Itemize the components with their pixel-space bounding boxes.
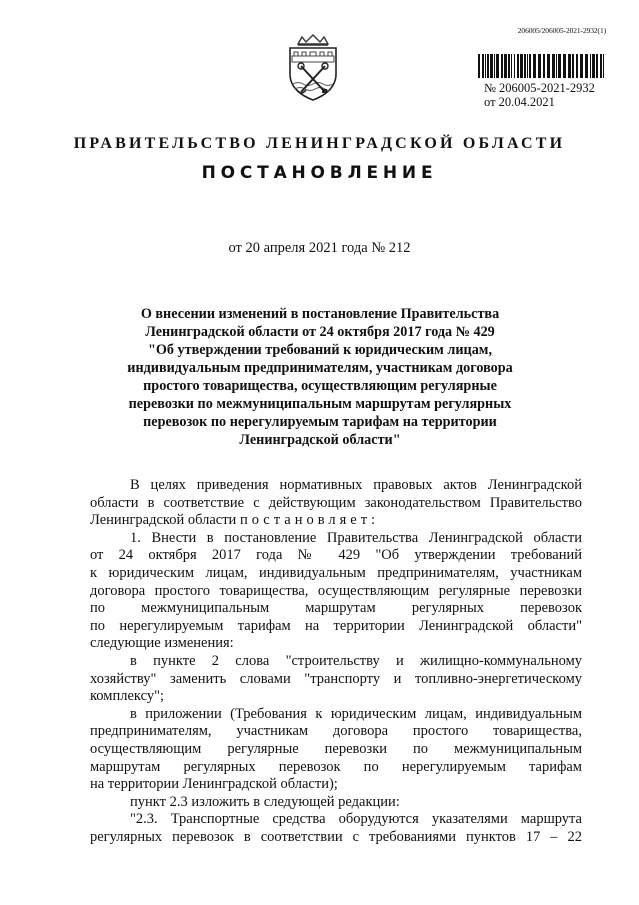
barcode-bar [600,54,602,78]
document-type: ПОСТАНОВЛЕНИЕ [201,163,438,183]
body-line: договора простого товарищества, осуществляющим регулярные перевозки [90,582,582,599]
barcode-bar [496,54,499,78]
body-line: комплексу"; [90,688,165,705]
body-line: "2.3. Транспортные средства оборудуются указателями маршрута [130,811,582,828]
body-line [90,512,582,530]
barcode-bar [533,54,536,78]
body-text: Ленинградской области [90,512,237,529]
decree-word: постановляет: [239,512,380,529]
body-line: осуществляющим регулярные перевозки по межмуниципальным [90,740,582,757]
coat-of-arms-icon [284,34,342,102]
body-line: области в соответствие с действующим законодательством Правительство [90,494,582,511]
body-line: предпринимателям, участникам договора простого товарищества, [90,723,582,740]
registration-number: № 206005-2021-2932 [484,81,595,95]
resolution-subject [120,305,520,449]
subject-line: Ленинградской области" [239,432,401,448]
body-line: в приложении (Требования к юридическим лицам, индивидуальным [130,705,582,722]
barcode-bar [511,54,512,78]
barcode-bar [558,54,561,78]
subject-line: перевозок по нерегулируемым тарифам на территории [143,414,497,430]
barcode-bar [501,54,503,78]
subject-line: индивидуальным предпринимателям, участникам договора [127,360,513,376]
barcode-bar [543,54,545,78]
barcode-bar [603,54,604,78]
barcode-bar [508,54,510,78]
barcode-bar [552,54,555,78]
body-line: 1. Внести в постановление Правительства Ленинградской области [130,529,582,546]
barcode-bar [563,54,566,78]
barcode-bar [520,54,523,78]
barcode-bar [527,54,528,78]
body-line: к юридическим лицам, индивидуальным предпринимателям, участникам [90,564,582,581]
barcode-bar [478,54,480,78]
barcode-bar [504,54,507,78]
subject-line: Ленинградской области от 24 октября 2017 года № 429 [145,324,495,340]
barcode-bar [538,54,541,78]
body-line: хозяйству" заменить словами "транспорту и топливно-энергетическому [90,670,582,687]
barcode-bar [524,54,526,78]
barcode-icon [478,54,606,78]
barcode-bar [494,54,495,78]
body-line: на территории Ленинградской области); [90,776,338,793]
government-title: ПРАВИТЕЛЬСТВО ЛЕНИНГРАДСКОЙ ОБЛАСТИ [73,135,566,152]
barcode-bar [547,54,550,78]
document-code: 206005/206005-2021-2932(1) [517,26,606,35]
barcode-bar [482,54,484,78]
body-line: по межмуниципальным маршрутам регулярных перевозок [90,600,582,617]
barcode-bar [485,54,486,78]
barcode-bar [592,54,595,78]
barcode-bar [585,54,588,78]
barcode-bar [590,54,591,78]
barcode-bar [556,54,557,78]
body-line: в пункте 2 слова "строительству и жилищно-коммунальному [130,652,582,669]
barcode-bar [596,54,598,78]
barcode-bar [580,54,583,78]
body-line: следующие изменения: [90,635,234,652]
barcode-bar [572,54,574,78]
subject-line: перевозки по межмуниципальным маршрутам регулярных [128,396,512,412]
barcode-bar [514,54,515,78]
barcode-bar [490,54,493,78]
body-line: по нерегулируемым тарифам на территории Ленинградской области" [90,617,582,634]
subject-line: простого товарищества, осуществляющим регулярные [143,378,497,394]
body-line: В целях приведения нормативных правовых актов Ленинградской [130,477,582,493]
body-line: пункт 2.3 изложить в следующей редакции: [130,793,400,810]
barcode-bar [568,54,571,78]
registration-date: от 20.04.2021 [484,95,555,109]
barcode-bar [487,54,489,78]
subject-line: О внесении изменений в постановление Правительства [140,306,500,322]
body-line: от 24 октября 2017 года № 429 "Об утверждении требований [90,547,582,564]
body-line: регулярных перевозок в соответствии с требованиями пунктов 17 – 22 [90,828,582,845]
document-body [90,477,582,846]
barcode-bar [576,54,578,78]
barcode-bar [529,54,531,78]
body-line: маршрутам регулярных перевозок по нерегулируемым тарифам [90,758,582,775]
barcode-bar [517,54,519,78]
subject-line: "Об утверждении требований к юридическим лицам, [147,342,493,358]
document-date-number: от 20 апреля 2021 года № 212 [228,240,411,256]
